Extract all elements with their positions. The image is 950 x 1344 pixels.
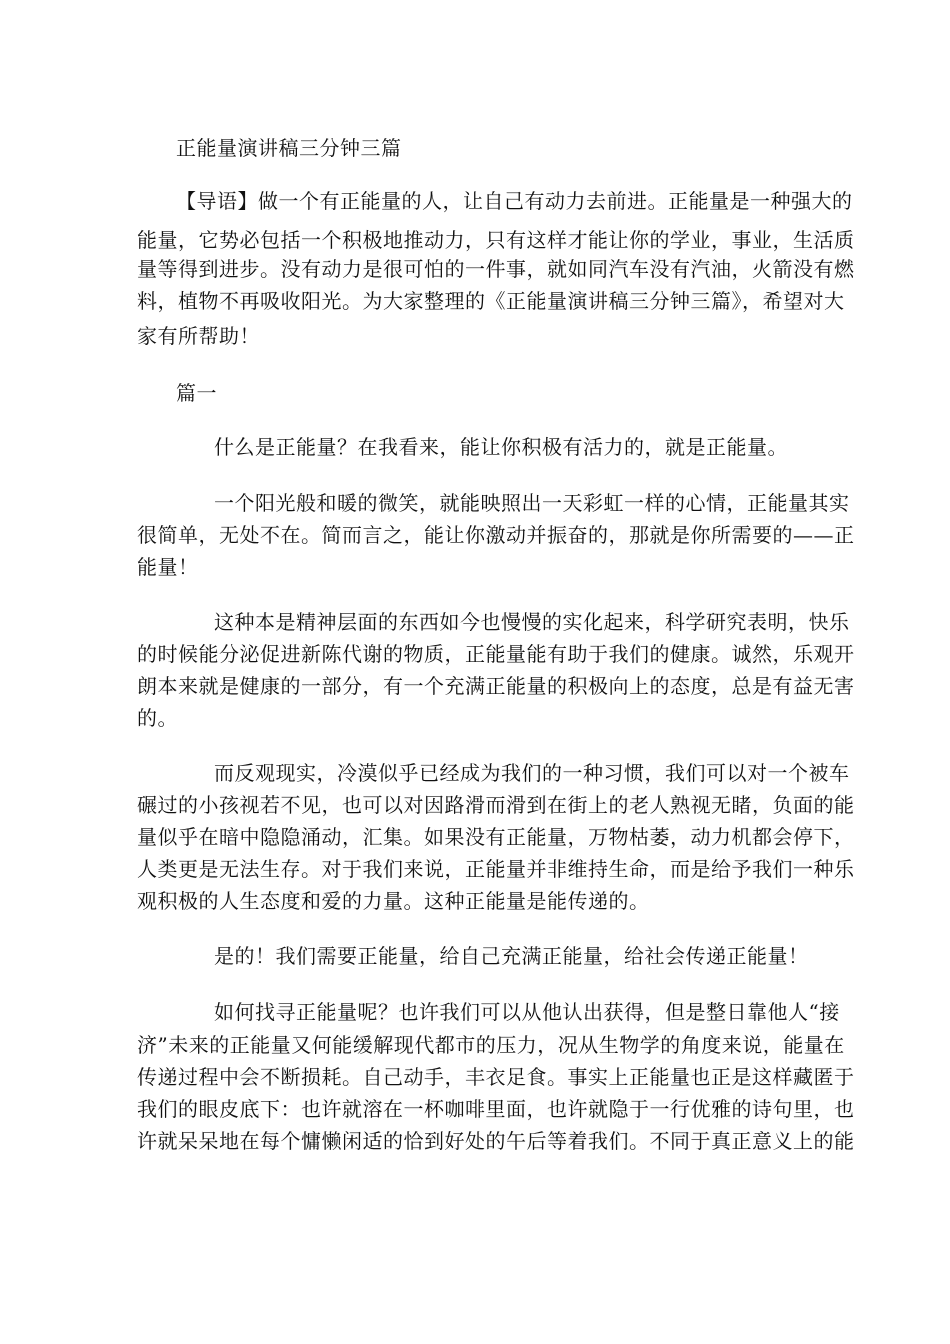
paragraph-line: 能量！ (137, 555, 199, 579)
paragraph-line: 朗本来就是健康的一部分，有一个充满正能量的积极向上的态度，总是有益无害 (137, 674, 855, 698)
paragraph-line: 什么是正能量？在我看来，能让你积极有活力的，就是正能量。 (214, 435, 788, 459)
intro-line: 【导语】做一个有正能量的人，让自己有动力去前进。正能量是一种强大的 (176, 189, 853, 213)
intro-line: 能量，它势必包括一个积极地推动力，只有这样才能让你的学业，事业，生活质 (137, 228, 855, 252)
paragraph-line: 的。 (137, 706, 178, 730)
paragraph-line: 观积极的人生态度和爱的力量。这种正能量是能传递的。 (137, 889, 650, 913)
section-heading: 篇一 (176, 381, 217, 405)
paragraph-line: 我们的眼皮底下：也许就溶在一杯咖啡里面，也许就隐于一行优雅的诗句里，也 (137, 1097, 855, 1121)
paragraph-line: 人类更是无法生存。对于我们来说，正能量并非维持生命，而是给予我们一种乐 (137, 857, 855, 881)
intro-line: 家有所帮助！ (137, 324, 260, 348)
paragraph-line: 是的！我们需要正能量，给自己充满正能量，给社会传递正能量！ (214, 944, 809, 968)
paragraph-line: 一个阳光般和暖的微笑，就能映照出一天彩虹一样的心情，正能量其实 (214, 491, 850, 515)
document-title: 正能量演讲稿三分钟三篇 (176, 136, 402, 160)
paragraph-line: 碾过的小孩视若不见，也可以对因路滑而滑到在街上的老人熟视无睹，负面的能 (137, 793, 855, 817)
paragraph-line: 如何找寻正能量呢？也许我们可以从他认出获得，但是整日靠他人“接 (214, 1000, 840, 1024)
paragraph-line: 这种本是精神层面的东西如今也慢慢的实化起来，科学研究表明，快乐 (214, 610, 850, 634)
paragraph-line: 济”未来的正能量又何能缓解现代都市的压力，况从生物学的角度来说，能量在 (137, 1033, 845, 1057)
paragraph-line: 量似乎在暗中隐隐涌动，汇集。如果没有正能量，万物枯萎，动力机都会停下， (137, 825, 855, 849)
paragraph-line: 许就呆呆地在每个慵懒闲适的恰到好处的午后等着我们。不同于真正意义上的能 (137, 1129, 855, 1153)
paragraph-line: 的时候能分泌促进新陈代谢的物质，正能量能有助于我们的健康。诚然，乐观开 (137, 642, 855, 666)
paragraph-line: 而反观现实，冷漠似乎已经成为我们的一种习惯，我们可以对一个被车 (214, 761, 850, 785)
intro-line: 料，植物不再吸收阳光。为大家整理的《正能量演讲稿三分钟三篇》，希望对大 (137, 289, 845, 313)
paragraph-line: 传递过程中会不断损耗。自己动手，丰衣足食。事实上正能量也正是这样藏匿于 (137, 1065, 855, 1089)
intro-line: 量等得到进步。没有动力是很可怕的一件事，就如同汽车没有汽油，火箭没有燃 (137, 257, 855, 281)
paragraph-line: 很简单，无处不在。简而言之，能让你激动并振奋的，那就是你所需要的——正 (137, 523, 855, 547)
